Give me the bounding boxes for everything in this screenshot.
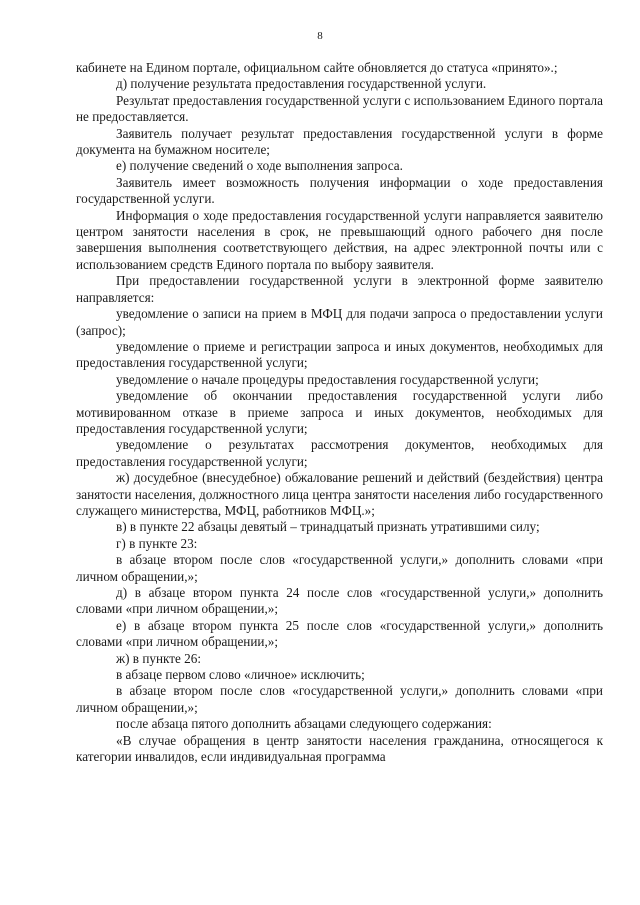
paragraph: в) в пункте 22 абзацы девятый – тринадцатый признать утратившими силу; xyxy=(116,519,540,535)
paragraph: уведомление о приеме и регистрации запроса и иных документов, необходимых для предоставления государственной услуги; xyxy=(76,338,603,371)
page-number: 8 xyxy=(317,30,323,42)
paragraph: ж) в пункте 26: xyxy=(116,650,202,666)
paragraph: уведомление о результатах рассмотрения документов, необходимых для предоставления государственной услуги; xyxy=(76,437,603,469)
paragraph: Заявитель получает результат предоставления государственной услуги в форме документа на бумажном носителе; xyxy=(76,125,603,158)
paragraph: Заявитель имеет возможность получения информации о ходе предоставления государственной услуги. xyxy=(76,174,603,207)
paragraph: г) в пункте 23: xyxy=(116,535,198,551)
paragraph: уведомление об окончании предоставления государственной услуги либо мотивированном отказе в приеме запроса и иных документов, необходимых для предоставления государственной услуги; xyxy=(76,388,603,436)
paragraph: уведомление о записи на прием в МФЦ для подачи запроса о предоставлении услуги (запрос); xyxy=(76,306,603,338)
paragraph: Информация о ходе предоставления государственной услуги направляется заявителю центром занятости населения в срок, не превышающий одного рабочего дня после завершения выполнения соответствующего действия, на адрес электронной почты или с использованием средств Единого портала по выбору заявителя. xyxy=(76,207,603,272)
paragraph: «В случае обращения в центр занятости населения гражданина, относящегося к категории инвалидов, если индивидуальная программа xyxy=(76,732,603,765)
paragraph: е) получение сведений о ходе выполнения запроса. xyxy=(116,158,403,174)
paragraph: При предоставлении государственной услуги в электронной форме заявителю направляется: xyxy=(76,273,603,305)
paragraph: е) в абзаце втором пункта 25 после слов «государственной услуги,» дополнить словами «при личном обращении,»; xyxy=(76,617,603,650)
paragraph: Результат предоставления государственной услуги с использованием Единого портала не предоставляется. xyxy=(76,92,603,125)
paragraph: д) в абзаце втором пункта 24 после слов «государственной услуги,» дополнить словами «при личном обращении,»; xyxy=(76,585,603,617)
paragraph: в абзаце втором после слов «государственной услуги,» дополнить словами «при личном обращении,»; xyxy=(76,683,603,715)
paragraph: после абзаца пятого дополнить абзацами следующего содержания: xyxy=(116,716,492,732)
paragraph: ж) досудебное (внесудебное) обжалование решений и действий (бездействия) центра занятости населения, должностного лица центра занятости населения либо государственного служащего министерства, МФЦ, работников МФЦ.»; xyxy=(76,470,603,518)
document-body xyxy=(76,60,603,765)
paragraph: в абзаце втором после слов «государственной услуги,» дополнить словами «при личном обращении,»; xyxy=(76,552,603,584)
paragraph: кабинете на Едином портале, официальном сайте обновляется до статуса «принято».; xyxy=(76,60,558,75)
paragraph: в абзаце первом слово «личное» исключить; xyxy=(116,667,365,683)
paragraph: д) получение результата предоставления государственной услуги. xyxy=(116,76,487,92)
paragraph: уведомление о начале процедуры предоставления государственной услуги; xyxy=(116,371,539,387)
